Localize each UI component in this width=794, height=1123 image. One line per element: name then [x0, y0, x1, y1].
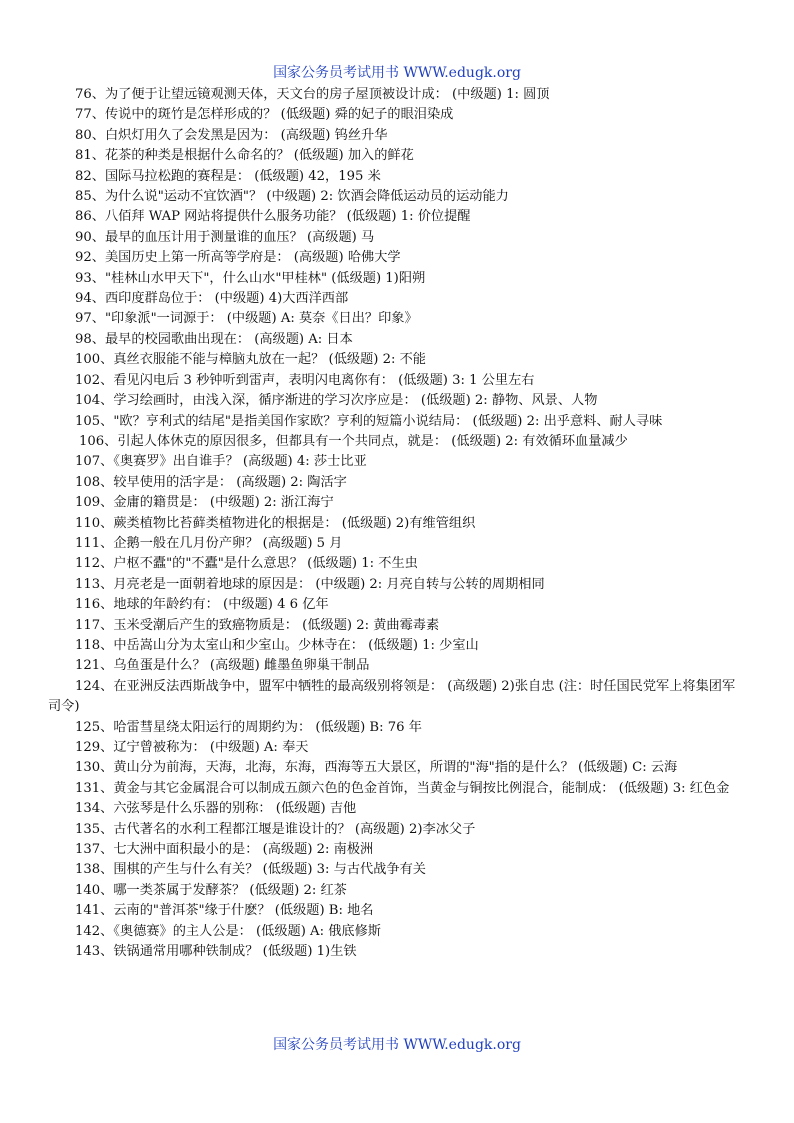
list-item: 134、六弦琴是什么乐器的别称： (低级题) 吉他: [75, 801, 357, 817]
list-item: 104、学习绘画时，由浅入深，循序渐进的学习次序应是： (低级题) 2: 静物、风景、人物: [75, 393, 598, 409]
list-item: 107、《奥赛罗》出自谁手？ (高级题) 4: 莎士比亚: [75, 454, 367, 470]
list-item: 142、《奥德赛》的主人公是： (低级题) A: 俄底修斯: [75, 923, 381, 939]
list-item: 125、哈雷彗星绕太阳运行的周期约为： (低级题) B: 76 年: [75, 719, 422, 735]
list-item: 141、云南的"普洱茶"缘于什麽？ (低级题) B: 地名: [75, 903, 374, 919]
question-list: [48, 85, 748, 962]
list-item: 137、七大洲中面积最小的是： (高级题) 2: 南极洲: [75, 842, 374, 858]
page-header: 国家公务员考试用书 WWW.edugk.org: [273, 65, 521, 81]
list-item: 81、花茶的种类是根据什么命名的？ (低级题) 加入的鲜花: [75, 148, 414, 164]
list-item: 94、西印度群岛位于： (中级题) 4)大西洋西部: [75, 291, 349, 307]
list-item: 111、企鹅一般在几月份产卵？ (高级题) 5 月: [75, 535, 343, 551]
list-item: 98、最早的校园歌曲出现在： (高级题) A: 日本: [75, 331, 353, 347]
list-item: 112、户枢不蠹"的"不蠹"是什么意思？ (低级题) 1: 不生虫: [75, 556, 418, 572]
list-item: 86、八佰拜 WAP 网站将提供什么服务功能？ (低级题) 1: 价位提醒: [75, 209, 471, 225]
list-item: 143、铁锅通常用哪种铁制成？ (低级题) 1)生铁: [75, 944, 357, 960]
list-item: 124、在亚洲反法西斯战争中，盟军中牺牲的最高级别将领是： (高级题) 2)张自忠 (注：时任国民党军上将集团军司令): [48, 678, 736, 715]
list-item: 109、金庸的籍贯是： (中级题) 2: 浙江海宁: [75, 495, 334, 511]
list-item: 106、引起人体休克的原因很多，但都具有一个共同点，就是： (低级题) 2: 有效循环血量减少: [79, 433, 628, 449]
list-item: 77、传说中的斑竹是怎样形成的？ (低级题) 舜的妃子的眼泪染成: [75, 107, 454, 123]
list-item: 121、乌鱼蛋是什么？ (高级题) 雌墨鱼卵巢干制品: [75, 658, 370, 674]
page-footer: 国家公务员考试用书 WWW.edugk.org: [273, 1037, 521, 1053]
list-item: 129、辽宁曾被称为： (中级题) A: 奉天: [75, 740, 309, 755]
list-item: 116、地球的年龄约有： (中级题) 4 6 亿年: [75, 597, 329, 613]
list-item: 90、最早的血压计用于测量谁的血压？ (高级题) 马: [75, 229, 375, 245]
list-item: 113、月亮老是一面朝着地球的原因是： (中级题) 2: 月亮自转与公转的周期相同: [75, 576, 545, 592]
list-item: 80、白炽灯用久了会发黑是因为： (高级题) 钨丝升华: [75, 127, 388, 143]
list-item: 100、真丝衣服能不能与樟脑丸放在一起？ (低级题) 2: 不能: [75, 352, 426, 368]
list-item: 102、看见闪电后 3 秒钟听到雷声，表明闪电离你有： (低级题) 3: 1 公里左右: [75, 372, 535, 388]
list-item: 140、哪一类茶属于发酵茶？ (低级题) 2: 红茶: [75, 882, 347, 898]
list-item: 108、较早使用的活字是： (高级题) 2: 陶活字: [75, 474, 347, 490]
list-item: 110、蕨类植物比苔藓类植物进化的根据是： (低级题) 2)有维管组织: [75, 515, 476, 531]
list-item: 135、古代著名的水利工程都江堰是谁设计的？ (高级题) 2)李冰父子: [75, 821, 476, 837]
list-item: 92、美国历史上第一所高等学府是： (高级题) 哈佛大学: [75, 250, 401, 266]
list-item: 131、黄金与其它金属混合可以制成五颜六色的色金首饰，当黄金与铜按比例混合，能制成： (低级题) 3: 红色金: [75, 780, 730, 796]
list-item: 138、围棋的产生与什么有关？ (低级题) 3: 与古代战争有关: [75, 862, 426, 878]
list-item: 130、黄山分为前海，天海，北海，东海，西海等五大景区，所谓的"海"指的是什么？ (低级题) C: 云海: [75, 760, 678, 776]
list-item: 105、"欧？亨利式的结尾"是指美国作家欧？亨利的短篇小说结局： (低级题) 2: 出乎意料、耐人寻味: [75, 413, 663, 429]
list-item: 93、"桂林山水甲天下"，什么山水"甲桂林" (低级题) 1)阳朔: [75, 270, 426, 286]
list-item: 85、为什么说"运动不宜饮酒"？ (中级题) 2: 饮酒会降低运动员的运动能力: [75, 189, 509, 205]
list-item: 76、为了便于让望远镜观测天体，天文台的房子屋顶被设计成： (中级题) 1: 圆顶: [75, 87, 550, 102]
list-item: 97、"印象派"一词源于： (中级题) A: 莫奈《日出？印象》: [75, 311, 418, 327]
list-item: 117、玉米受潮后产生的致癌物质是： (低级题) 2: 黄曲霉毒素: [75, 617, 440, 633]
list-item: 118、中岳嵩山分为太室山和少室山。少林寺在： (低级题) 1: 少室山: [75, 637, 479, 653]
list-item: 82、国际马拉松跑的赛程是： (低级题) 42，195 米: [75, 168, 381, 184]
